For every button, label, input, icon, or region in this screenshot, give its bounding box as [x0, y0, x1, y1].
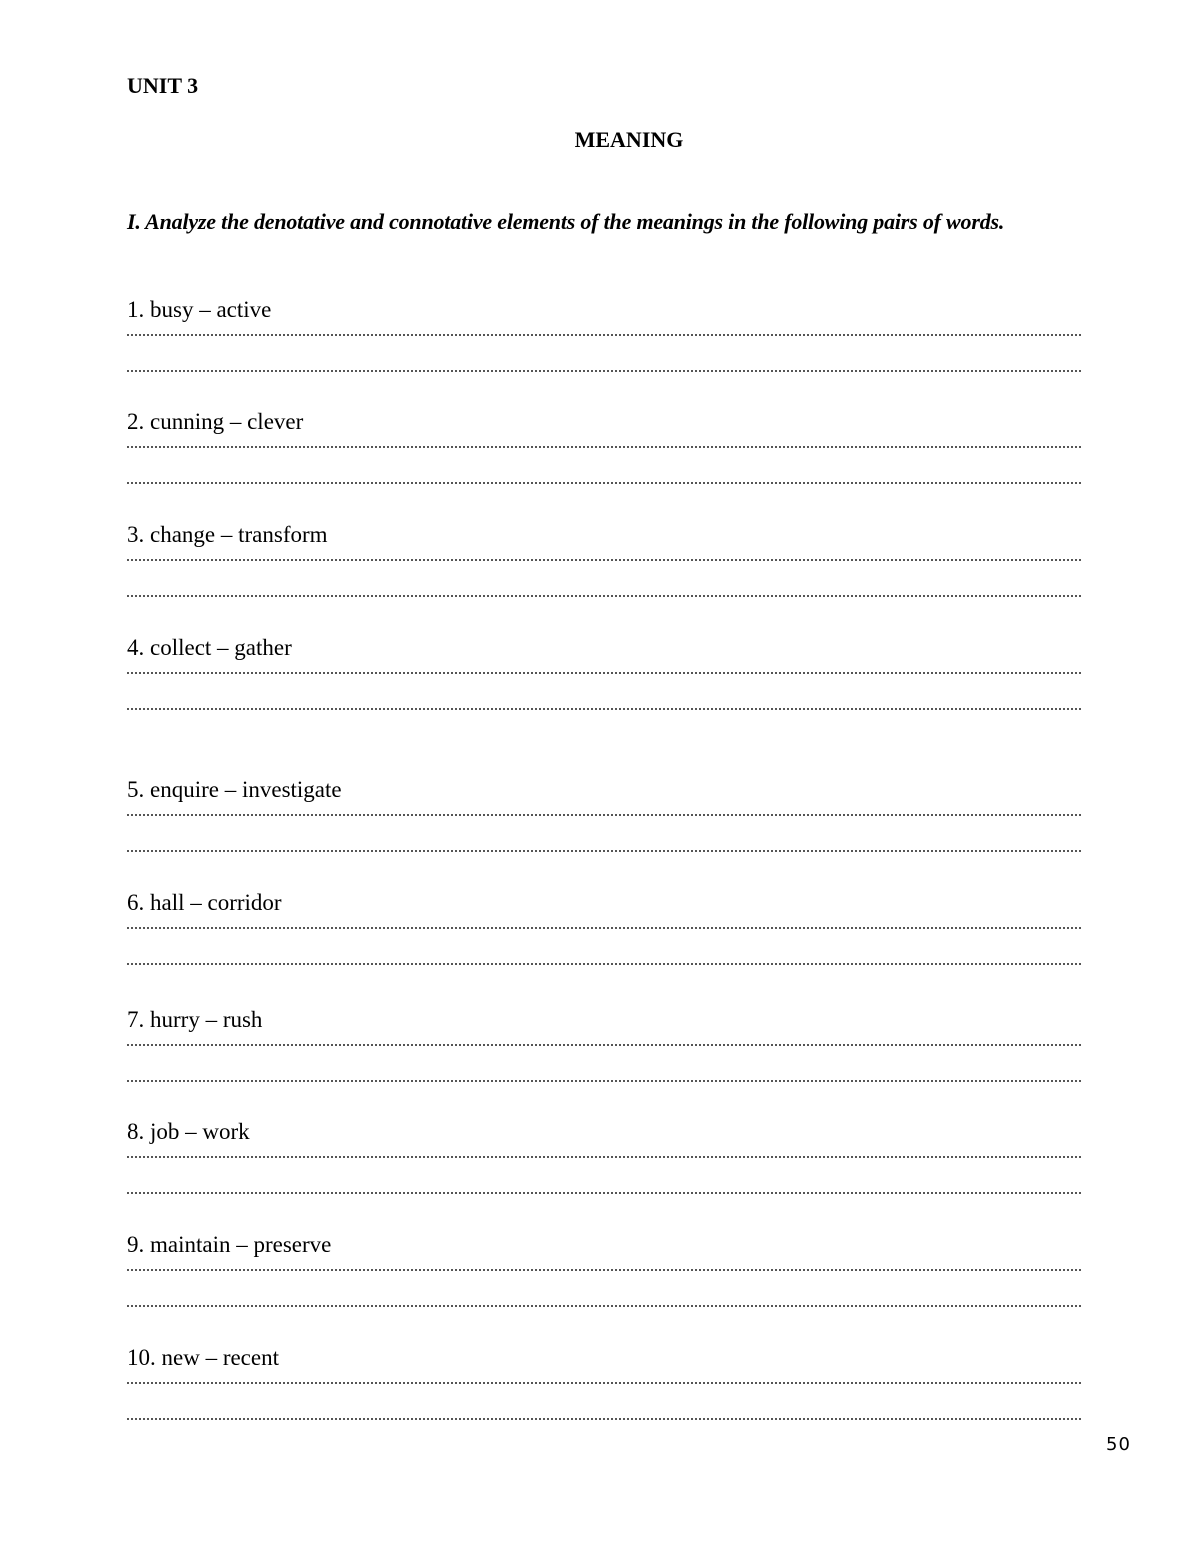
- answer-line[interactable]: [127, 370, 1081, 372]
- answer-line[interactable]: [127, 595, 1081, 597]
- answer-line[interactable]: [127, 1080, 1081, 1082]
- answer-line[interactable]: [127, 446, 1081, 448]
- word-pair-label: 1. busy – active: [127, 297, 272, 322]
- word-pair-label: 9. maintain – preserve: [127, 1232, 332, 1257]
- page-number: 50: [1106, 1434, 1131, 1455]
- answer-line[interactable]: [127, 850, 1081, 852]
- unit-title: UNIT 3: [127, 73, 199, 98]
- answer-line[interactable]: [127, 1305, 1081, 1307]
- answer-line[interactable]: [127, 963, 1081, 965]
- answer-line[interactable]: [127, 1156, 1081, 1158]
- word-pair-label: 4. collect – gather: [127, 635, 292, 660]
- answer-line[interactable]: [127, 708, 1081, 710]
- word-pair-label: 6. hall – corridor: [127, 890, 282, 915]
- answer-line[interactable]: [127, 482, 1081, 484]
- word-pair-label: 8. job – work: [127, 1119, 250, 1144]
- answer-line[interactable]: [127, 334, 1081, 336]
- section-title: MEANING: [574, 127, 684, 152]
- exercise-item: [127, 889, 1082, 965]
- answer-line[interactable]: [127, 1382, 1081, 1384]
- exercise-item: [127, 296, 1082, 372]
- word-pair-label: 3. change – transform: [127, 522, 328, 547]
- answer-line[interactable]: [127, 1044, 1081, 1046]
- answer-line[interactable]: [127, 1192, 1081, 1194]
- exercise-item: [127, 634, 1082, 710]
- exercise-item: [127, 1344, 1082, 1420]
- answer-line[interactable]: [127, 672, 1081, 674]
- word-pair-label: 5. enquire – investigate: [127, 777, 342, 802]
- answer-line[interactable]: [127, 1418, 1081, 1420]
- word-pair-label: 10. new – recent: [127, 1345, 279, 1370]
- exercise-item: [127, 1006, 1082, 1082]
- answer-line[interactable]: [127, 559, 1081, 561]
- exercise-item: [127, 1118, 1082, 1194]
- exercise-item: [127, 521, 1082, 597]
- answer-line[interactable]: [127, 814, 1081, 816]
- answer-line[interactable]: [127, 927, 1081, 929]
- exercise-item: [127, 776, 1082, 852]
- exercise-item: [127, 1231, 1082, 1307]
- exercise-item: [127, 408, 1082, 484]
- exercise-instruction: I. Analyze the denotative and connotative elements of the meanings in the following pairs of words.: [127, 209, 1005, 234]
- answer-line[interactable]: [127, 1269, 1081, 1271]
- word-pair-label: 2. cunning – clever: [127, 409, 304, 434]
- word-pair-label: 7. hurry – rush: [127, 1007, 263, 1032]
